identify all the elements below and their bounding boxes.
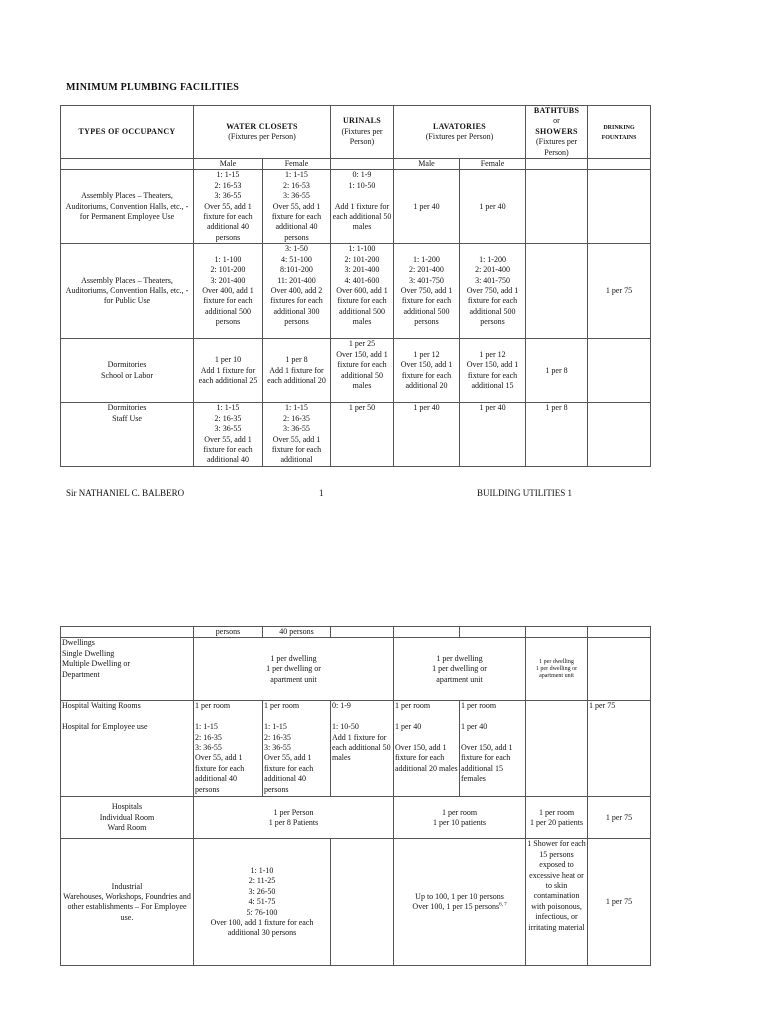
- lav-female: 1 per 40: [460, 403, 526, 467]
- header-drinking-fountains: DRINKING FOUNTAINS: [588, 106, 651, 159]
- header-female: Female: [263, 159, 331, 170]
- lav-female: 1: 1-200 2: 201-400 3: 401-750 Over 750, add 1 fixture for each additional 500 persons: [460, 244, 526, 339]
- wc-female: 3: 1-50 4: 51-100 8:101-200 11: 201-400 Over 400, add 2 fixtures for each additional 300 persons: [263, 244, 331, 339]
- wc-female: 1: 1-15 2: 16-35 3: 36-55 Over 55, add 1 fixture for each additional: [263, 403, 331, 467]
- header-female: Female: [460, 159, 526, 170]
- lav-female: 1 per room 1 per 40 Over 150, add 1 fixture for each additional 15 females: [460, 701, 526, 797]
- fountains-value: 1 per 75: [588, 701, 651, 797]
- urinals-value: 0: 1-9 1: 10-50 Add 1 fixture for each additional 50 males: [331, 170, 394, 244]
- lav-male: 1 per 12 Over 150, add 1 fixture for each additional 20: [394, 339, 460, 403]
- bath-value: 1 per dwelling 1 per dwelling or apartment unit: [526, 638, 588, 701]
- occupancy-type: Dormitories School or Labor: [61, 339, 194, 403]
- occupancy-type: Assembly Places – Theaters, Auditoriums, Convention Halls, etc., - for Permanent Employee Use: [61, 170, 194, 244]
- fountains-value: 1 per 75: [588, 244, 651, 339]
- footer-course: BUILDING UTILITIES 1: [477, 488, 572, 498]
- lav-female: 1 per 12 Over 150, add 1 fixture for each additional 15: [460, 339, 526, 403]
- header-urinals: URINALS (Fixtures per Person): [331, 106, 394, 159]
- wc-female: 1: 1-15 2: 16-53 3: 36-55 Over 55, add 1 fixture for each additional 40 persons: [263, 170, 331, 244]
- wc-female: 40 persons: [263, 627, 331, 638]
- occupancy-type: Hospitals Individual Room Ward Room: [61, 797, 194, 839]
- wc-value: 1: 1-10 2: 11-25 3: 26-50 4: 51-75 5: 76-100 Over 100, add 1 fixture for each additional 30 persons: [194, 839, 331, 966]
- lav-value: 1 per room 1 per 10 patients: [394, 797, 526, 839]
- header-male: Male: [394, 159, 460, 170]
- urinals-value: 1 per 25 Over 150, add 1 fixture for each additional 50 males: [331, 339, 394, 403]
- bath-value: 1 per 8: [526, 339, 588, 403]
- lav-value: Up to 100, 1 per 10 persons Over 100, 1 per 15 persons$^{6, 7}$: [394, 839, 526, 966]
- plumbing-table-page-2: [60, 626, 651, 966]
- plumbing-table-page-1: [60, 105, 651, 467]
- wc-male: 1 per room 1: 1-15 2: 16-35 3: 36-55 Over 55, add 1 fixture for each additional 40 persons: [194, 701, 263, 797]
- header-water-closets: WATER CLOSETS (Fixtures per Person): [194, 106, 331, 159]
- wc-male: 1: 1-15 2: 16-35 3: 36-55 Over 55, add 1 fixture for each additional 40: [194, 403, 263, 467]
- wc-male: 1 per 10 Add 1 fixture for each additional 25: [194, 339, 263, 403]
- fountains-value: 1 per 75: [588, 797, 651, 839]
- lav-male: 1 per 40: [394, 403, 460, 467]
- page-title: MINIMUM PLUMBING FACILITIES: [66, 82, 239, 93]
- wc-female: 1 per 8 Add 1 fixture for each additional 20: [263, 339, 331, 403]
- occupancy-type: Dormitories Staff Use: [61, 403, 194, 467]
- wc-female: 1 per room 1: 1-15 2: 16-35 3: 36-55 Over 55, add 1 fixture for each additional 40 persons: [263, 701, 331, 797]
- wc-male: persons: [194, 627, 263, 638]
- footer-author: Sir NATHANIEL C. BALBERO: [66, 488, 185, 498]
- bath-value: 1 per 8: [526, 403, 588, 467]
- header-bathtubs: BATHTUBS or SHOWERS (Fixtures per Person): [526, 106, 588, 159]
- header-lavatories: LAVATORIES (Fixtures per Person): [394, 106, 526, 159]
- occupancy-type: Industrial Warehouses, Workshops, Foundries and other establishments – For Employee use.: [61, 839, 194, 966]
- lav-female: 1 per 40: [460, 170, 526, 244]
- occupancy-type: Assembly Places – Theaters, Auditoriums, Convention Halls, etc., - for Public Use: [61, 244, 194, 339]
- urinals-value: 1 per 50: [331, 403, 394, 467]
- header-types: TYPES OF OCCUPANCY: [61, 106, 194, 159]
- occupancy-type: Hospital Waiting Rooms Hospital for Employee use: [61, 701, 194, 797]
- bath-value: 1 per room 1 per 20 patients: [526, 797, 588, 839]
- wc-male: 1: 1-15 2: 16-53 3: 36-55 Over 55, add 1 fixture for each additional 40 persons: [194, 170, 263, 244]
- fountains-value: 1 per 75: [588, 839, 651, 966]
- urinals-value: 0: 1-9 1: 10-50 Add 1 fixture for each additional 50 males: [331, 701, 394, 797]
- wc-male: 1: 1-100 2: 101-200 3: 201-400 Over 400, add 1 fixture for each additional 500 persons: [194, 244, 263, 339]
- lav-male: 1 per room 1 per 40 Over 150, add 1 fixture for each additional 20 males: [394, 701, 460, 797]
- wc-value: 1 per dwelling 1 per dwelling or apartment unit: [194, 638, 394, 701]
- urinals-value: 1: 1-100 2: 101-200 3: 201-400 4: 401-600 Over 600, add 1 fixture for each additional 500 males: [331, 244, 394, 339]
- occupancy-type: Dwellings Single Dwelling Multiple Dwelling or Department: [61, 638, 194, 701]
- footer-page-number: 1: [319, 488, 324, 498]
- lav-value: 1 per dwelling 1 per dwelling or apartment unit: [394, 638, 526, 701]
- header-male: Male: [194, 159, 263, 170]
- lav-male: 1 per 40: [394, 170, 460, 244]
- wc-value: 1 per Person 1 per 8 Patients: [194, 797, 394, 839]
- bath-value: 1 Shower for each 15 persons exposed to excessive heat or to skin contamination with poisonous, infectious, or irritating material: [526, 839, 588, 966]
- lav-male: 1: 1-200 2: 201-400 3: 401-750 Over 750, add 1 fixture for each additional 500 persons: [394, 244, 460, 339]
